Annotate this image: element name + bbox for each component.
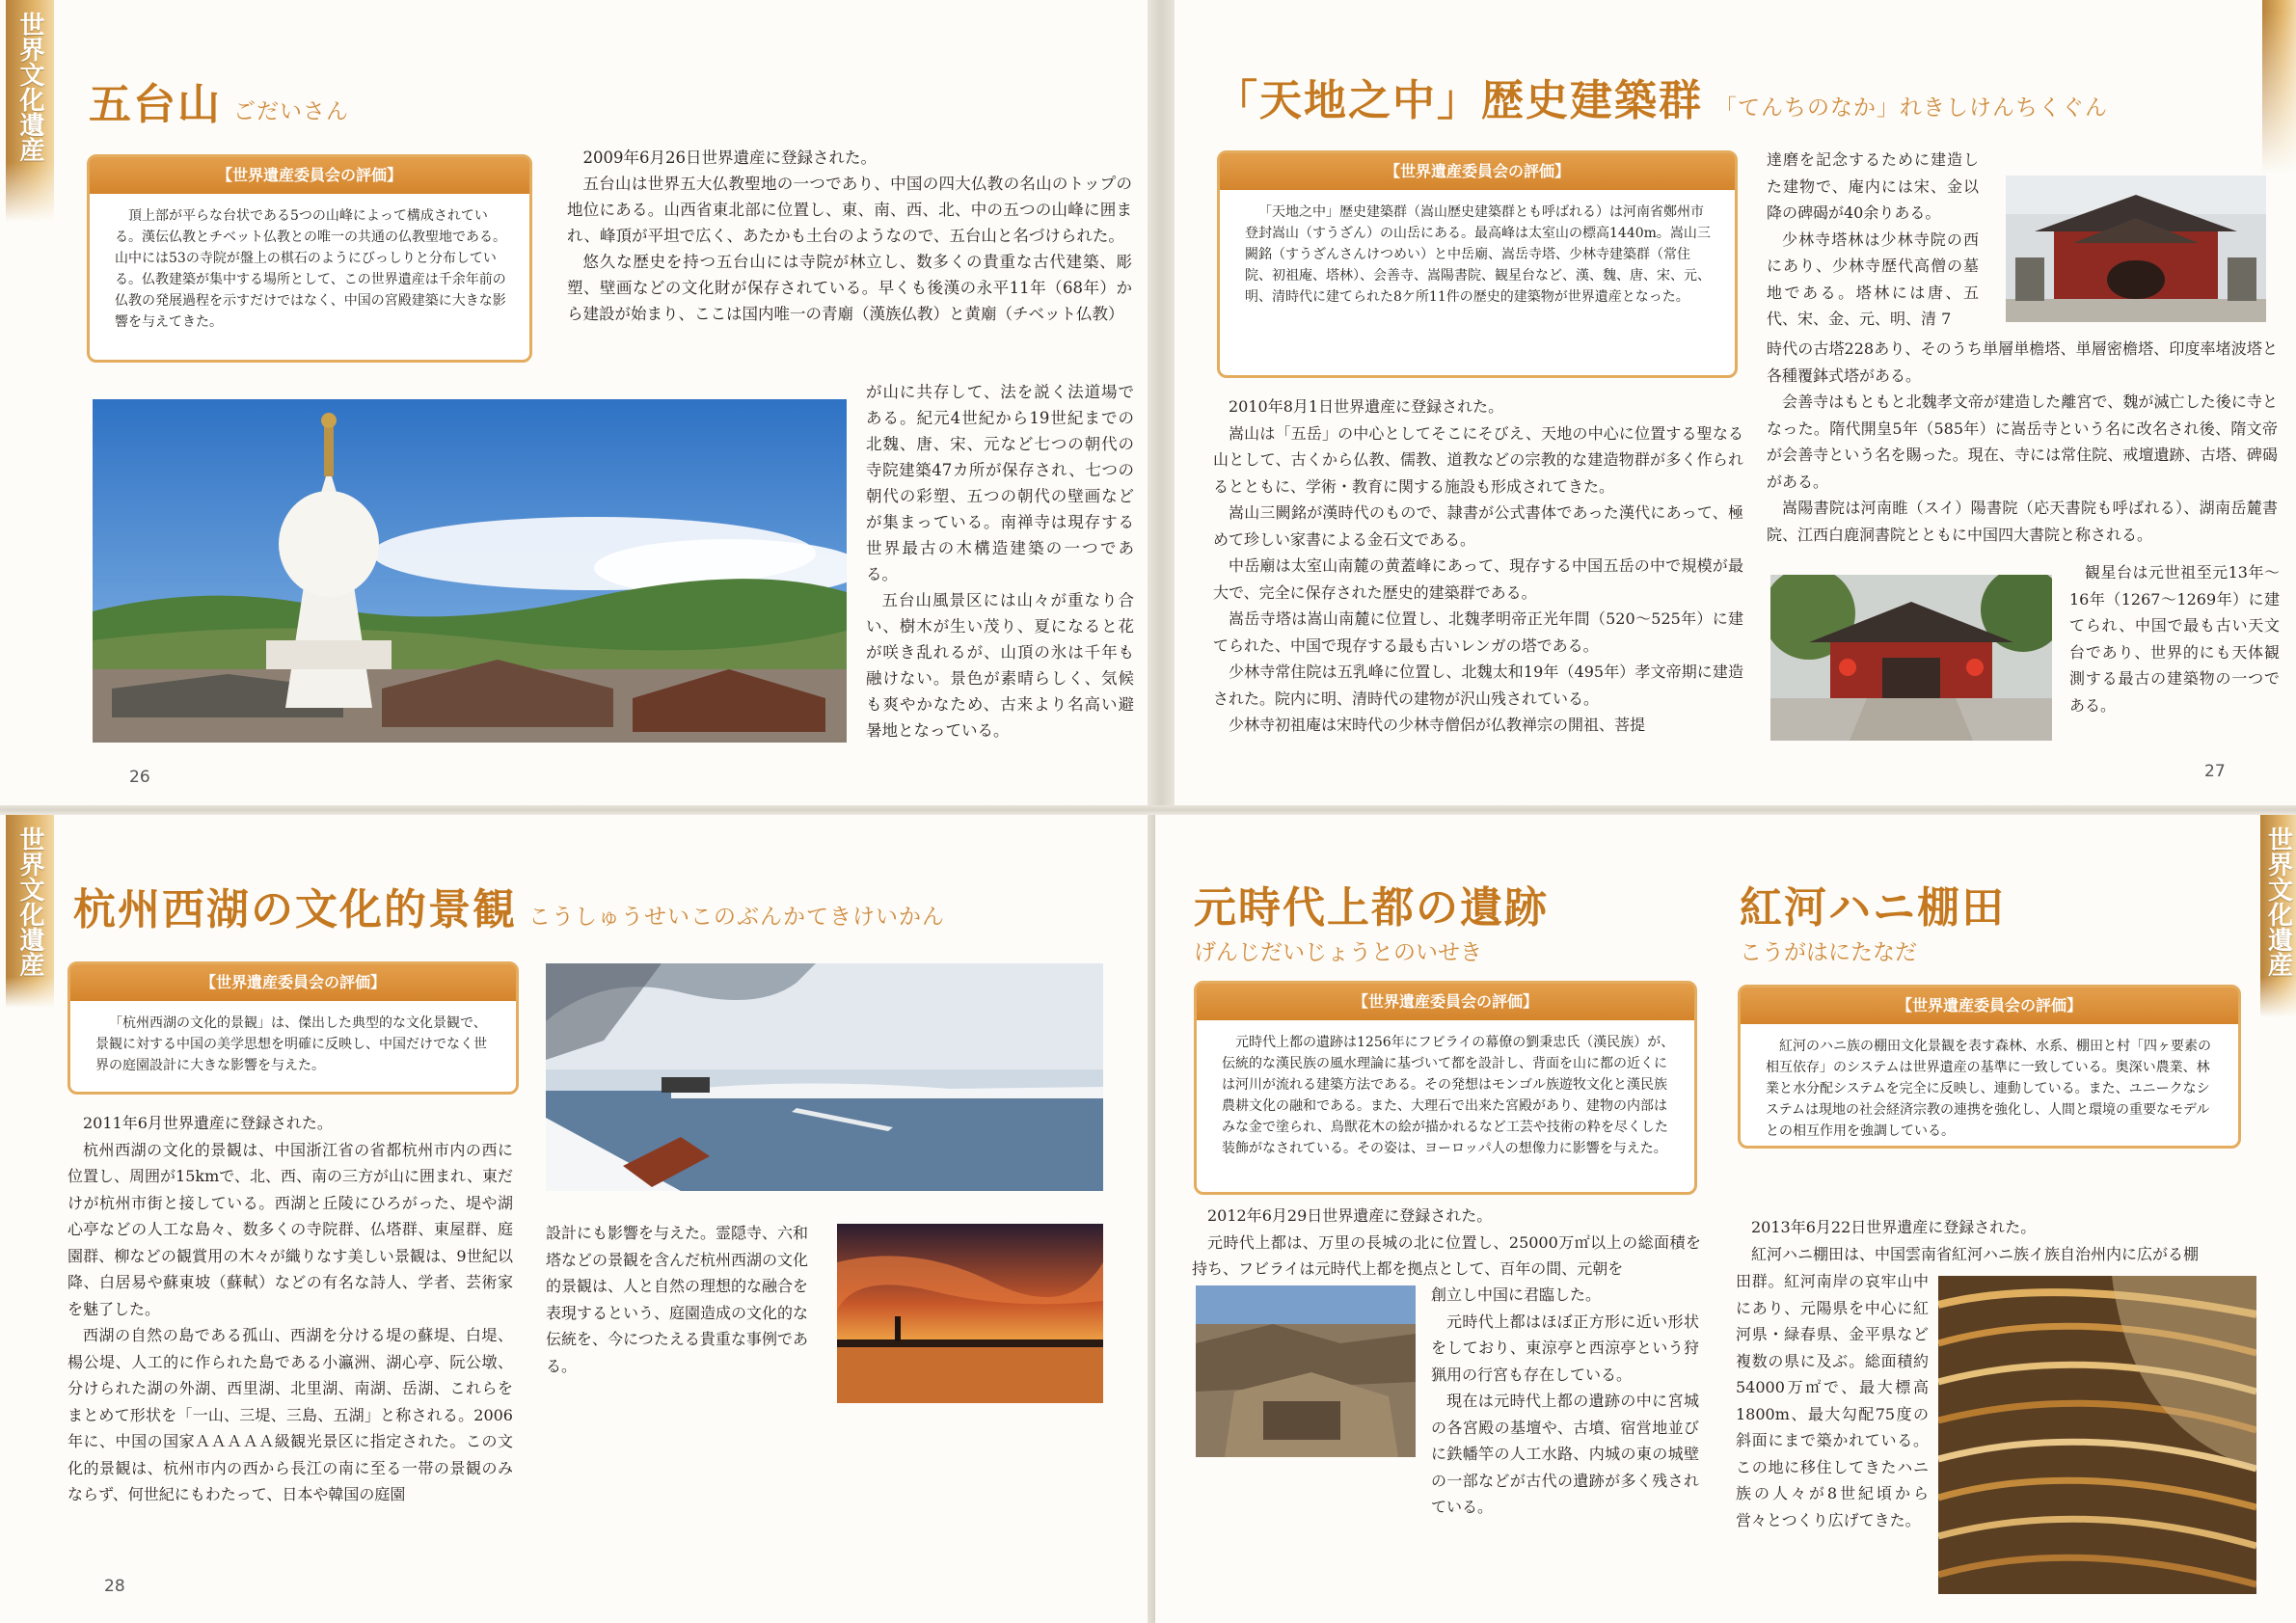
paragraph: 元時代上都は、万里の長城の北に位置し、25000万㎡以上の総面積を持ち、フビライは元時代上都を拠点として、百年の間、元朝を bbox=[1192, 1232, 1701, 1278]
body-text-shangdu-top bbox=[1192, 1203, 1701, 1283]
paragraph: 観星台は元世祖至元13年～16年（1267～1269年）に建てられ、中国で最も古い天文台であり、世界的にも天体観測する最古の建築物の一つである。 bbox=[2069, 563, 2280, 715]
photo-shangdu-ruins bbox=[1196, 1285, 1416, 1457]
body-text-right-top bbox=[1767, 147, 1979, 333]
body-text-side bbox=[866, 379, 1134, 744]
body-text-hani-side bbox=[1736, 1268, 1929, 1533]
body-text-shangdu-side bbox=[1431, 1282, 1699, 1521]
paragraph: 設計にも影響を与えた。霊隠寺、六和塔などの景観を含んだ杭州西湖の文化的景観は、人と自然の理想的な融合を表現するという、庭園造成の文化的な伝統を、今につたえる貴重な事例である。 bbox=[546, 1224, 809, 1375]
photo-shaolin-gate bbox=[2006, 176, 2266, 322]
evaluation-text: 「天地之中」歴史建築群（嵩山歴史建築群とも呼ばれる）は河南省鄭州市登封嵩山（すうざん）の山岳にある。最高峰は太室山の標高1440m。嵩山三闕銘（すうざんさんけつめい）と中岳廟、嵩岳寺塔、少林寺建築群（常住院、初祖庵、塔林）、会善寺、嵩陽書院、観星台など、漢、魏、唐、宋、元、明、清時代に建てられた8ケ所11件の歴史的建築物が世界遺産となった。 bbox=[1245, 204, 1711, 305]
paragraph: 悠久な歴史を持つ五台山には寺院が林立し、数多くの貴重な古代建築、彫塑、壁画などの文化財が保存されている。早くも後漢の永平11年（68年）から建設が始まり、ここは国内唯一の青廟（漢族仏教）と黄廟（チベット仏教） bbox=[567, 253, 1132, 323]
evaluation-box-hani bbox=[1738, 985, 2241, 1149]
paragraph: 杭州西湖の文化的景観は、中国浙江省の省都杭州市内の西に位置し、周囲が15kmで、北、西、南の三方が山に囲まれ、東だけが杭州市街と接している。西湖と丘陵にひろがった、堤や湖心亭などの人工な島々、数多くの寺院群、仏塔群、東屋群、庭園群、柳などの観賞用の木々が織りなす美しい景観は、9世紀以降、白居易や蘇東坡（蘇軾）などの有名な詩人、学者、芸術家を魅了した。 bbox=[68, 1140, 513, 1318]
paragraph: 2013年6月22日世界遺産に登録された。 bbox=[1751, 1218, 2037, 1236]
evaluation-header: 【世界遺産委員会の評価】 bbox=[1220, 153, 1735, 190]
photo-west-lake-snow bbox=[546, 963, 1103, 1191]
paragraph: 少林寺初祖庵は宋時代の少林寺僧侶が仏教禅宗の開祖、菩提 bbox=[1229, 716, 1646, 734]
paragraph: 嵩岳寺塔は嵩山南麓に位置し、北魏孝明帝正光年間（520～525年）に建てられた、中国で現存する最も古いレンガの塔である。 bbox=[1213, 609, 1743, 655]
page-separator-horizontal bbox=[0, 805, 2296, 815]
body-text-left bbox=[1213, 393, 1743, 739]
evaluation-header: 【世界遺産委員会の評価】 bbox=[1197, 984, 1694, 1020]
page-title bbox=[89, 69, 349, 131]
evaluation-text: 頂上部が平らな台状である5つの山峰によって構成されている。漢伝仏教とチベット仏教との唯一の共通の仏教聖地である。山中には53の寺院が盤上の棋石のようにびっしりと分布している。仏教建築が集中する場所として、この世界遺産は千余年前の仏教の発展過程を示すだけではなく、中国の宮殿建築に大きな影響を与えてきた。 bbox=[115, 208, 506, 330]
paragraph: 会善寺はもともと北魏孝文帝が建造した離宮で、魏が滅亡した後に寺となった。隋代開皇5年（585年）に嵩岳寺という名に改名され後、隋文帝が会善寺という名を賜った。現在、寺には常住院、戒壇遺跡、古塔、碑碣がある。 bbox=[1767, 392, 2278, 491]
section-tab bbox=[6, 815, 54, 1008]
body-text-top bbox=[567, 145, 1132, 327]
title-reading: ごだいさん bbox=[233, 99, 349, 124]
paragraph: 少林寺塔林は少林寺院の西にあり、少林寺歴代高僧の墓地である。塔林には唐、五代、宋、金、元、明、清 7 bbox=[1767, 230, 1979, 328]
page-29 bbox=[1155, 815, 2296, 1623]
body-text-left bbox=[68, 1110, 513, 1508]
paragraph: 少林寺常住院は五乳峰に位置し、北魏太和19年（495年）孝文帝期に建造された。院内に明、清時代の建物が沢山残されている。 bbox=[1213, 663, 1743, 708]
page-27 bbox=[1175, 0, 2296, 805]
paragraph: が山に共存して、法を説く法道場である。紀元4世紀から19世紀までの北魏、唐、宋、元など七つの朝代の寺院建築47カ所が保存され、七つの朝代の彩塑、五つの朝代の壁画などが集まっている。南禅寺は現存する世界最古の木構造建築の一つである。 bbox=[866, 383, 1134, 583]
photo-west-lake-sunset bbox=[837, 1224, 1103, 1403]
photo-shaolin-hall bbox=[1770, 575, 2052, 741]
paragraph: 中岳廟は太室山南麓の黄蓋峰にあって、現存する中国五岳の中で規模が最大で、完全に保存された歴史的建築群である。 bbox=[1213, 556, 1743, 602]
section-tab-label: 世界文化遺産 bbox=[15, 826, 44, 977]
evaluation-header: 【世界遺産委員会の評価】 bbox=[70, 964, 516, 1001]
title-text: 杭州西湖の文化的景観 bbox=[73, 885, 517, 934]
paragraph: 時代の古塔228あり、そのうち単層単檐塔、単層密檐塔、印度率堵波塔と各種覆鉢式塔がある。 bbox=[1767, 339, 2278, 385]
title-text: 五台山 bbox=[89, 80, 222, 129]
evaluation-box bbox=[1217, 150, 1738, 378]
paragraph: 五台山は世界五大仏教聖地の一つであり、中国の四大仏教の名山のトップの地位にある。山西省東北部に位置し、東、南、西、北、中の五つの山峰に囲まれ、峰頂が平坦で広く、あたかも土台のようなので、五台山と名づけられた。 bbox=[567, 175, 1132, 245]
book-gutter-top bbox=[1148, 0, 1175, 805]
title-text: 「天地之中」歴史建築群 bbox=[1215, 76, 1703, 125]
paragraph: 西湖の自然の島である孤山、西湖を分ける堤の蘇堤、白堤、楊公堤、人工的に作られた島である小瀛洲、湖心亭、阮公墩、分けられた湖の外湖、西里湖、北里湖、南湖、岳湖、これらをまとめて形状を「一山、三堤、三島、五湖」と称される。2006年に、中国の国家ＡＡＡＡＡ級観光景区に指定された。この文化的景観は、杭州市内の西から長江の南に至る一帯の景観のみならず、何世紀にもわたって、日本や韓国の庭園 bbox=[68, 1326, 513, 1503]
section-tab bbox=[2260, 815, 2296, 1017]
paragraph: 田群。紅河南岸の哀牢山中にあり、元陽県を中心に紅河県・緑春県、金平県など複数の県に及ぶ。総面積約54000万㎡で、最大標高1800m、最大勾配75度の斜面にまで築かれている。この地に移住してきたハニ族の人々が8世紀頃から営々とつくり広げてきた。 bbox=[1736, 1272, 1929, 1529]
page-title bbox=[1215, 66, 2108, 127]
paragraph: 現在は元時代上都の遺跡の中に宮城の各宮殿の基壇や、古墳、宿営地並びに鉄幡竿の人工水路、内城の東の城壁の一部などが古代の遺跡が多く残されている。 bbox=[1431, 1392, 1699, 1516]
page-26 bbox=[0, 0, 1148, 805]
evaluation-header: 【世界遺産委員会の評価】 bbox=[90, 157, 529, 194]
evaluation-text: 紅河のハニ族の棚田文化景観を表す森林、水系、棚田と村「四ヶ要素の相互依存」のシステムは世界遺産の基準に一致している。奥深い農業、林業と水分配システムを完全に反映し、連動している。また、ユニークなシステムは現地の社会経済宗教の連携を強化し、人間と環境の重要なモデルとの相互作用を強調している。 bbox=[1766, 1039, 2211, 1139]
title-reading-hani: こうがはにたなだ bbox=[1740, 940, 1917, 965]
paragraph: 2010年8月1日世界遺産に登録された。 bbox=[1229, 397, 1504, 416]
paragraph: 2009年6月26日世界遺産に登録された。 bbox=[582, 149, 877, 167]
paragraph: 嵩山は「五岳」の中心としてそこにそびえ、天地の中心に位置する聖なる山として、古くから仏教、儒教、道教などの宗教的な建造物群が多く作られるとともに、学術・教育に関する施設も形成されてきた。 bbox=[1213, 423, 1743, 496]
evaluation-text: 「杭州西湖の文化的景観」は、傑出した典型的な文化景観で、景観に対する中国の美学思想を明確に反映し、中国だけでなく世界の庭園設計に大きな影響を与えた。 bbox=[95, 1015, 487, 1073]
evaluation-box-shangdu bbox=[1194, 981, 1697, 1195]
body-text-hani-top bbox=[1736, 1214, 2256, 1267]
page-28 bbox=[0, 815, 1148, 1623]
page-number: 27 bbox=[2204, 762, 2226, 781]
photo-wutaishan-temple bbox=[93, 399, 847, 743]
title-reading-shangdu: げんじだいじょうとのいせき bbox=[1194, 940, 1482, 965]
title-reading: こうしゅうせいこのぶんかてきけいかん bbox=[528, 905, 945, 930]
page-title bbox=[73, 875, 945, 936]
book-gutter-bottom bbox=[1148, 815, 1155, 1623]
page-number: 26 bbox=[129, 768, 150, 787]
paragraph: 五台山風景区には山々が重なり合い、樹木が生い茂り、夏になると花が咲き乱れるが、山頂の氷は千年も融けない。景色が素晴らしく、気候も爽やかなため、古来より名高い避暑地となっている。 bbox=[866, 591, 1134, 740]
section-tab-label: 世界文化遺産 bbox=[2263, 826, 2293, 977]
evaluation-text: 元時代上都の遺跡は1256年にフビライの幕僚の劉秉忠氏（漢民族）が、伝統的な漢民族の風水理論に基づいて都を設計し、背面を山に都の近くには河川が流れる建築方法である。その発想はモンゴル族遊牧文化と漢民族農耕文化の融和である。また、大理石で出来た宮殿があり、建物の内部はみな金で塗られ、鳥獣花木の絵が描かれるなど工芸や技術の粋を尽くした装飾がなされている。その姿は、ヨーロッパ人の想像力に影響を与えた。 bbox=[1222, 1035, 1675, 1156]
evaluation-header: 【世界遺産委員会の評価】 bbox=[1741, 987, 2238, 1024]
paragraph: 嵩陽書院は河南睢（スイ）陽書院（応天書院も呼ばれる）、湖南岳麓書院、江西白鹿洞書院とともに中国四大書院と称される。 bbox=[1767, 499, 2278, 544]
body-text-right-bottom bbox=[2069, 559, 2280, 718]
paragraph: 紅河ハニ棚田は、中国雲南省紅河ハニ族イ族自治州内に広がる棚 bbox=[1751, 1244, 2200, 1263]
paragraph: 嵩山三闕銘が漢時代のもので、隷書が公式書体であった漢代にあって、極めて珍しい家書による金石文である。 bbox=[1213, 503, 1743, 549]
paragraph: 創立し中国に君臨した。 bbox=[1431, 1285, 1602, 1304]
paragraph: 2011年6月世界遺産に登録された。 bbox=[83, 1114, 333, 1132]
title-reading: 「てんちのなか」れきしけんちくぐん bbox=[1715, 95, 2108, 121]
section-tab-edge bbox=[2262, 0, 2296, 174]
section-tab-label: 世界文化遺産 bbox=[15, 12, 44, 162]
page-number: 28 bbox=[104, 1577, 125, 1596]
section-tab bbox=[6, 0, 54, 222]
body-text-right-middle bbox=[1767, 336, 2278, 548]
page-title-shangdu: 元時代上都の遺跡 bbox=[1194, 883, 1549, 933]
paragraph: 元時代上都はほぼ正方形に近い形状をしており、東涼亭と西涼亭という狩猟用の行宮も存在している。 bbox=[1431, 1312, 1699, 1384]
paragraph: 達磨を記念するために建造した建物で、庵内には宋、金以降の碑碣が40余りある。 bbox=[1767, 150, 1979, 222]
evaluation-box bbox=[68, 961, 519, 1095]
evaluation-box bbox=[87, 154, 532, 363]
page-title-hani: 紅河ハニ棚田 bbox=[1740, 883, 2006, 933]
paragraph: 2012年6月29日世界遺産に登録された。 bbox=[1207, 1206, 1493, 1225]
photo-hani-terraces bbox=[1938, 1276, 2256, 1594]
body-text-middle bbox=[546, 1220, 808, 1379]
